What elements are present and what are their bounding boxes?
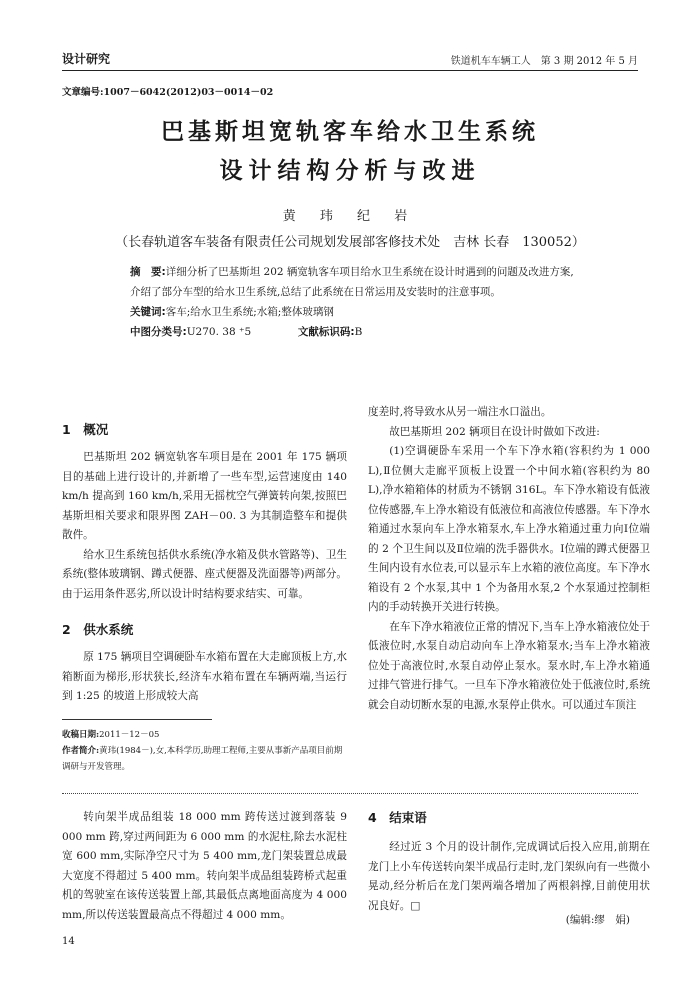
abstract-text: 详细分析了巴基斯坦 202 辆宽轨客车项目给水卫生系统在设计时遇到的问题及改进方案,介绍了部分车型的给水卫生系统,总结了此系统在日常运用及安装时的注意事项。 bbox=[130, 266, 574, 298]
section-4 bbox=[368, 808, 650, 916]
classification bbox=[130, 322, 580, 342]
author-bio bbox=[62, 743, 347, 775]
header-rule bbox=[62, 70, 638, 71]
section-4-para-1: 经过近 3 个月的设计制作,完成调试后投入应用,前期在龙门上小车传送转向架半成品行走时,龙门架纵向有一些微小晃动,经分析后在龙门架两端各增加了两根斜撑,目前使用状况良好。□ bbox=[368, 841, 650, 912]
footnote bbox=[62, 727, 347, 775]
keywords bbox=[130, 302, 580, 322]
received-value: 2011－12－05 bbox=[99, 730, 160, 740]
editor-note: (编辑:缪 娟) bbox=[565, 914, 630, 926]
received-date bbox=[62, 727, 347, 743]
article-number: 文章编号:1007－6042(2012)03－0014－02 bbox=[62, 87, 274, 98]
right-para-3: 在车下净水箱液位正常的情况下,当车上净水箱液位处于低液位时,水泵自动启动向车上净水箱泵水;当车上净水箱液位处于高液位时,水泵自动停止泵水。泵水时,车上净水箱通过排气管进行排气。一旦车下净水箱液位处于低液位时,系统就会自动切断水泵的电源,水泵停止供水。可以通过车顶注 bbox=[368, 620, 650, 711]
bottom-para-1: 转向架半成品组装 18 000 mm 跨传送过渡到落装 9 000 mm 跨,穿过两间距为 6 000 mm 的水泥柱,除去水泥柱宽 600 mm,实际净空尺寸为 5 400 mm,龙门架装置总成最大宽度不得超过 5 400 mm。转向架半成品组装跨桥式起重机的驾驶室在该传送装置上部,其最低点离地面高度为 4 000 mm,所以传送装置最高点不得超过 4 000 mm。 bbox=[62, 811, 347, 921]
section-4-title: 4 结束语 bbox=[368, 810, 427, 825]
right-para-0: 度差时,将导致水从另一端注水口溢出。 bbox=[368, 406, 552, 418]
dotted-separator bbox=[62, 793, 638, 794]
section-2 bbox=[62, 620, 347, 707]
right-para-2: (1)空调硬卧车采用一个车下净水箱(容积约为 1 000 L),Ⅱ位侧大走廊平顶板上设置一个中间水箱(容积约为 80 L),净水箱箱体的材质为不锈钢 316L。车下净水箱设有低液位传感器,车上净水箱设有低液位和高液位传感器。车下净水箱通过水泵向车上净水箱泵水,车上净水箱通过重力向Ⅰ位端的 2 个卫生间以及Ⅱ位端的洗手器供水。Ⅰ位端的蹲式便器卫生间内设有水位表,可以显示车上水箱的液位高度。车下净水箱设有 2 个水泵,其中 1 个为备用水泵,2 个水泵通过控制柜内的手动转换开关进行转换。 bbox=[368, 445, 650, 613]
section-2-title: 2 供水系统 bbox=[62, 622, 134, 637]
right-para-1: 故巴基斯坦 202 辆项目在设计时做如下改进: bbox=[389, 425, 600, 438]
running-header-journal: 铁道机车车辆工人 第 3 期 2012 年 5 月 bbox=[450, 56, 638, 67]
footnote-rule bbox=[62, 719, 212, 720]
author-bio-label: 作者简介: bbox=[62, 746, 100, 756]
bottom-left-column bbox=[62, 808, 347, 925]
keywords-label: 关键词: bbox=[130, 306, 166, 318]
title-line-2: 设计结构分析与改进 bbox=[219, 157, 481, 184]
running-header-section: 设计研究 bbox=[62, 52, 111, 66]
right-column-upper bbox=[368, 403, 650, 715]
abstract-block bbox=[130, 262, 580, 342]
section-2-para-1: 原 175 辆项目空调硬卧车水箱布置在大走廊顶板上方,水箱断面为梯形,形状狭长,经济车水箱布置在车辆两端,当运行到 1:25 的坡道上形成较大高 bbox=[62, 651, 347, 702]
doc-code: B bbox=[354, 326, 363, 338]
section-1-title: 1 概况 bbox=[62, 422, 109, 437]
affiliation: （长春轨道客车装备有限责任公司规划发展部客修技术处 吉林 长春 130052） bbox=[115, 235, 585, 250]
author-names: 黄 玮 纪 岩 bbox=[282, 209, 418, 224]
clc-code: U270. 38 ⁺5 bbox=[186, 326, 252, 338]
section-1 bbox=[62, 420, 347, 604]
abstract bbox=[130, 262, 580, 302]
page-number: 14 bbox=[62, 936, 75, 947]
author-bio-text: 黄玮(1984－),女,本科学历,助理工程师,主要从事新产品项目前期调研与开发管理。 bbox=[62, 746, 343, 772]
abstract-label: 摘 要: bbox=[130, 266, 166, 278]
title-line-1: 巴基斯坦宽轨客车给水卫生系统 bbox=[161, 118, 539, 145]
section-1-para-2: 给水卫生系统包括供水系统(净水箱及供水管路等)、卫生系统(整体玻璃钢、蹲式便器、座式便器及洗面器等)两部分。由于运用条件恶劣,所以设计时结构要求结实、可靠。 bbox=[62, 548, 347, 600]
section-1-para-1: 巴基斯坦 202 辆宽轨客车项目是在 2001 年 175 辆项目的基础上进行设计的,并新增了一些车型,运营速度由 140 km/h 提高到 160 km/h,采用无摇枕空气弹簧转向架,按照巴基斯坦相关要求和限界图 ZAH－00. 3 为其制造整车和提供散件。 bbox=[62, 451, 347, 541]
clc-label: 中图分类号: bbox=[130, 326, 187, 338]
keywords-text: 客车;给水卫生系统;水箱;整体玻璃钢 bbox=[165, 306, 334, 318]
doc-code-label: 文献标识码: bbox=[297, 326, 355, 338]
received-label: 收稿日期: bbox=[62, 730, 100, 740]
